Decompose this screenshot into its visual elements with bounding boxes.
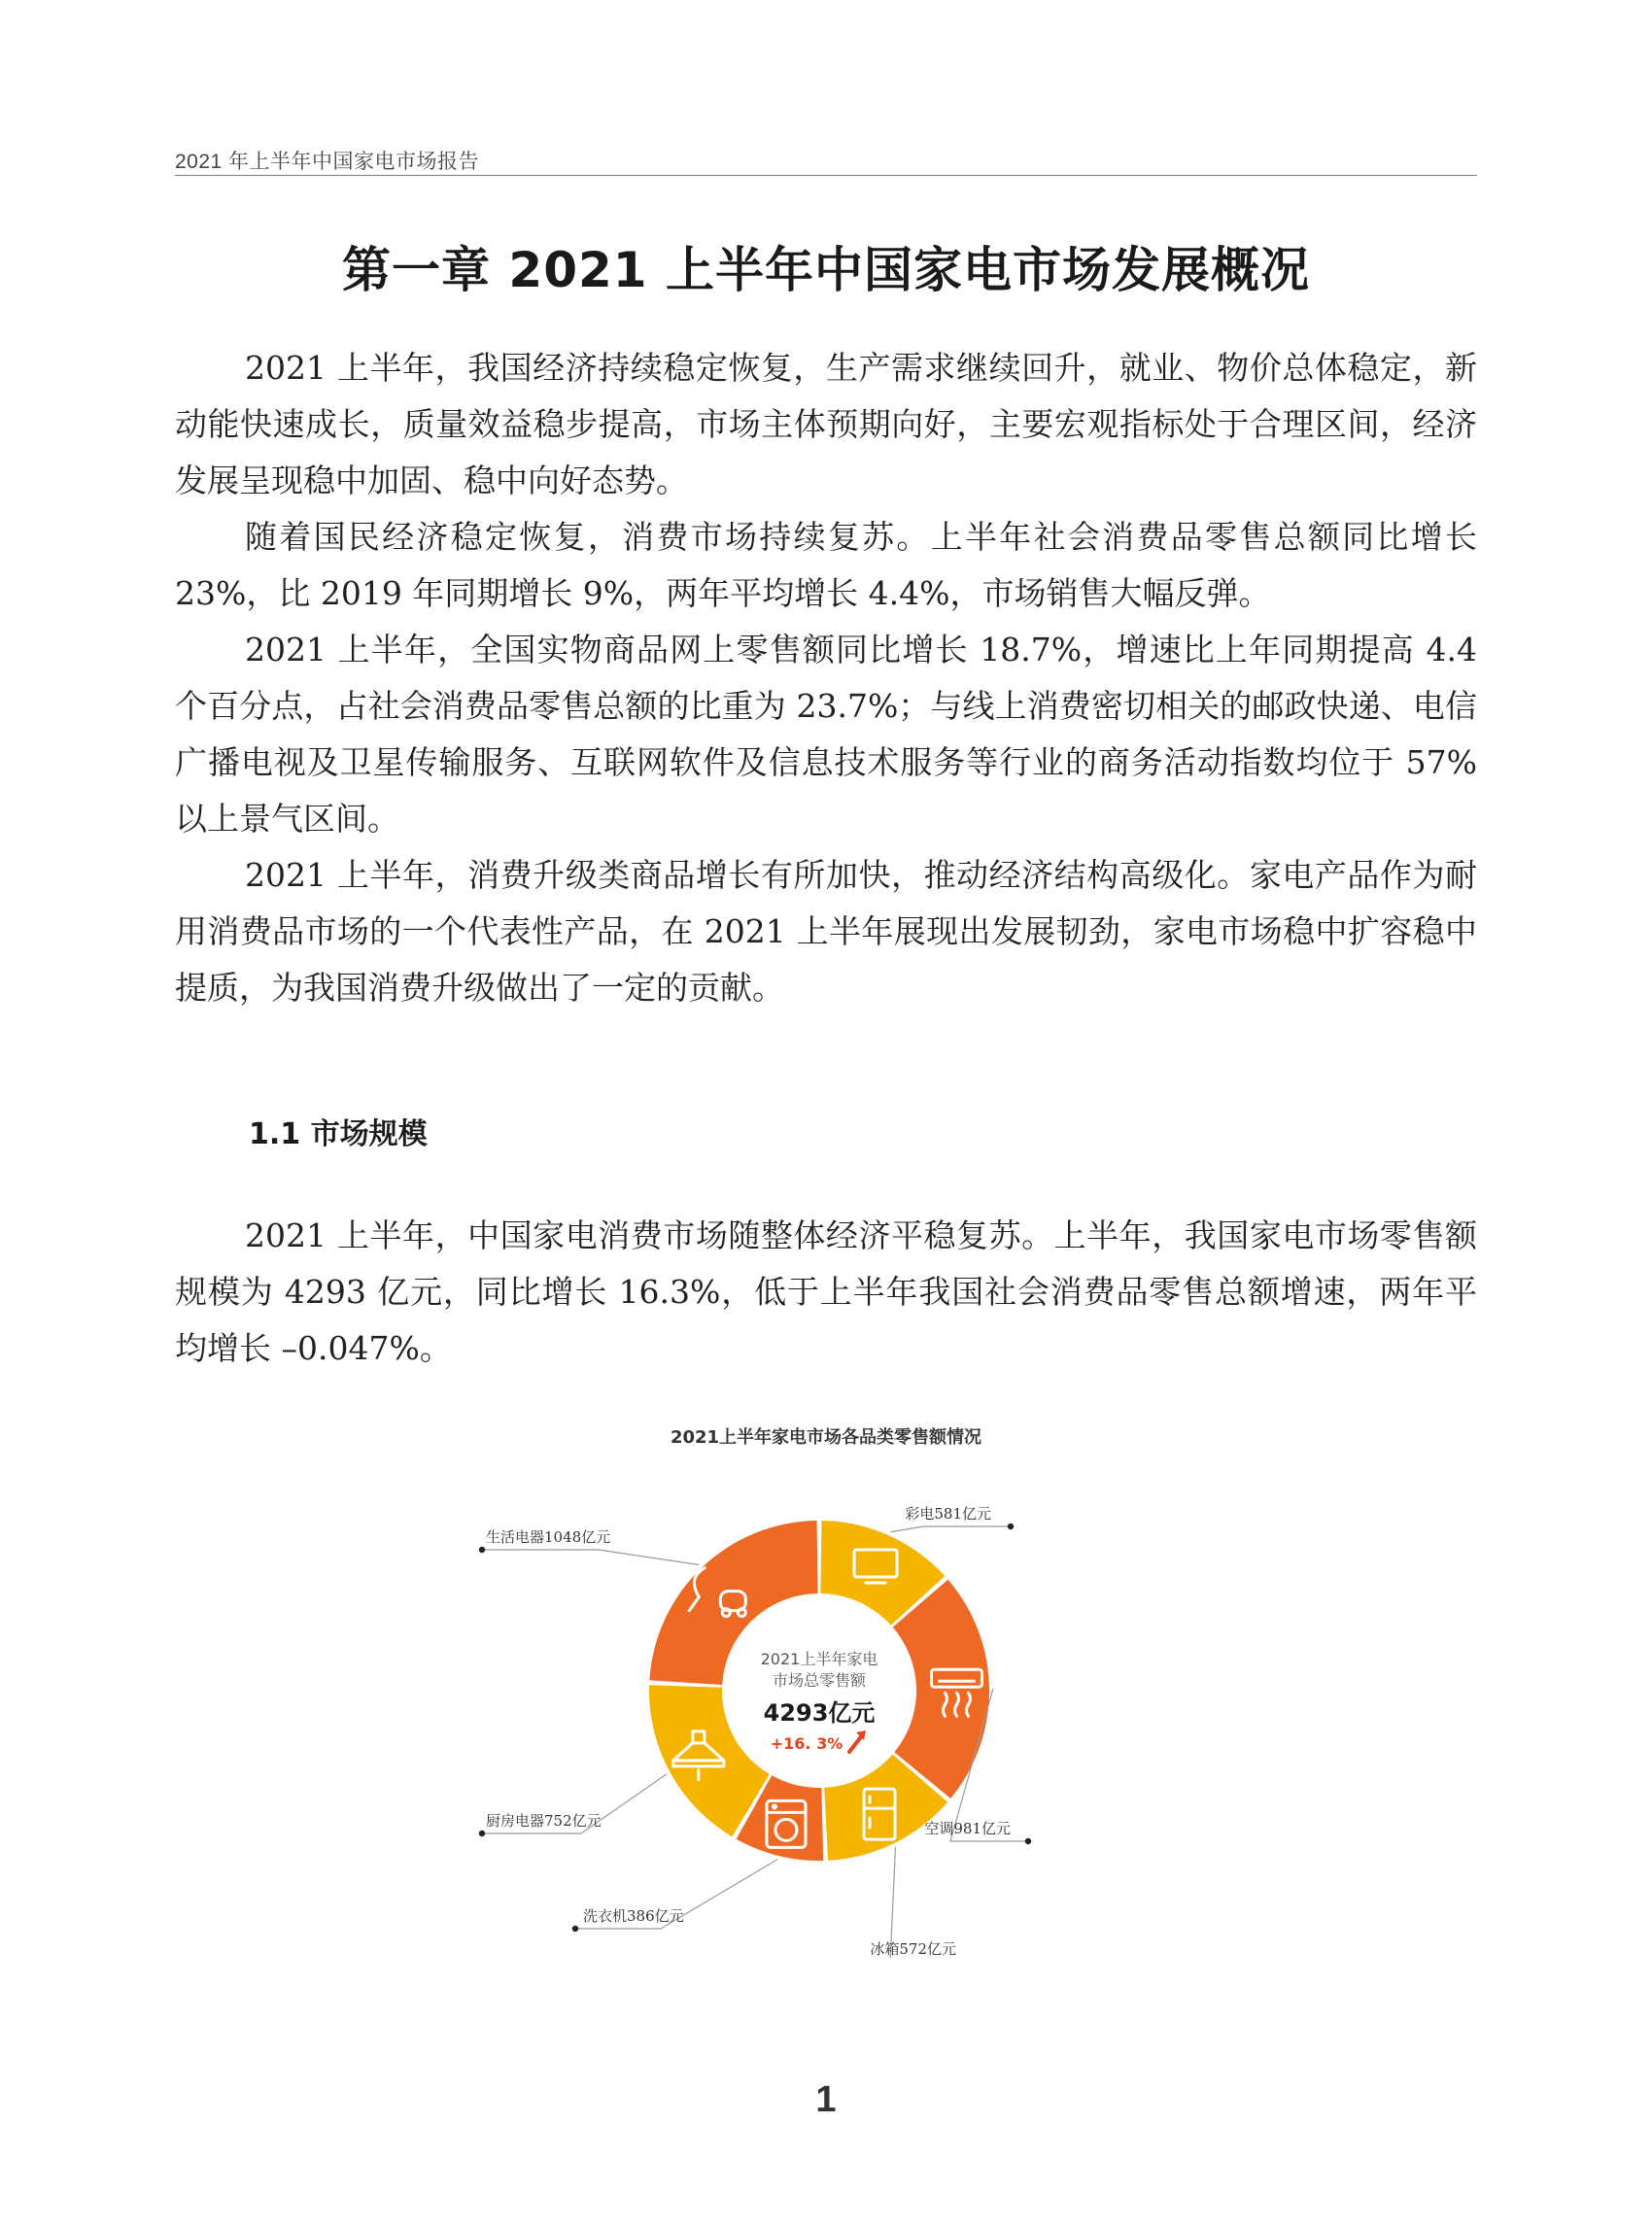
slice-label-1: 空调981亿元	[924, 1820, 1011, 1837]
center-label-line2: 市场总零售额	[772, 1671, 867, 1690]
center-label-line1: 2021上半年家电	[760, 1650, 878, 1668]
leader-dot-1	[1025, 1838, 1031, 1844]
donut-chart	[466, 1414, 1186, 1958]
slice-label-5: 生活电器1048亿元	[486, 1528, 611, 1546]
slice-label-2: 冰箱572亿元	[870, 1940, 956, 1958]
slice-label-0: 彩电581亿元	[905, 1505, 991, 1523]
body-paragraph-2: 随着国民经济稳定恢复，消费市场持续复苏。上半年社会消费品零售总额同比增长 23%，比 2019 年同期增长 9%，两年平均增长 4.4%，市场销售大幅反弹。	[175, 518, 1477, 612]
leader-dot-5	[479, 1547, 485, 1553]
page-number: 1	[815, 2079, 837, 2120]
body-paragraph-1: 2021 上半年，我国经济持续稳定恢复，生产需求继续回升，就业、物价总体稳定，新动能快速成长，质量效益稳步提高，市场主体预期向好，主要宏观指标处于合理区间，经济发展呈现稳中加固、稳中向好态势。	[175, 349, 1477, 499]
body-paragraph-4: 2021 上半年，消费升级类商品增长有所加快，推动经济结构高级化。家电产品作为耐用消费品市场的一个代表性产品，在 2021 上半年展现出发展韧劲，家电市场稳中扩容稳中提质，为我国消费升级做出了一定的贡献。	[175, 856, 1477, 1007]
body-paragraph-3: 2021 上半年，全国实物商品网上零售额同比增长 18.7%，增速比上年同期提高 4.4 个百分点，占社会消费品零售总额的比重为 23.7%；与线上消费密切相关的邮政快递、电信广播电视及卫星传输服务、互联网软件及信息技术服务等行业的商务活动指数均位于 57% 以上景气区间。	[175, 631, 1477, 838]
slice-label-3: 洗衣机386亿元	[583, 1907, 684, 1925]
leader-line-0	[890, 1526, 1011, 1532]
donut-chart-figure	[466, 1414, 1186, 1958]
chapter-title: 第一章 2021 上半年中国家电市场发展概况	[342, 242, 1310, 298]
running-header: 2021 年上半年中国家电市场报告	[175, 151, 480, 173]
section-heading: 1.1 市场规模	[249, 1117, 428, 1151]
center-growth-value: +16. 3%	[770, 1734, 843, 1753]
leader-dot-0	[1008, 1524, 1014, 1529]
chart-title: 2021上半年家电市场各品类零售额情况	[670, 1427, 982, 1448]
leader-line-5	[482, 1550, 699, 1565]
leader-dot-4	[479, 1831, 485, 1836]
leader-dot-3	[572, 1926, 578, 1932]
slice-label-4: 厨房电器752亿元	[486, 1812, 602, 1830]
section-paragraph: 2021 上半年，中国家电消费市场随整体经济平稳复苏。上半年，我国家电市场零售额规模为 4293 亿元，同比增长 16.3%，低于上半年我国社会消费品零售总额增速，两年平均增长 –0.047%。	[175, 1216, 1477, 1367]
donut-center-circle	[726, 1597, 912, 1784]
center-total-value: 4293亿元	[763, 1699, 876, 1727]
header-rule	[175, 175, 1477, 176]
